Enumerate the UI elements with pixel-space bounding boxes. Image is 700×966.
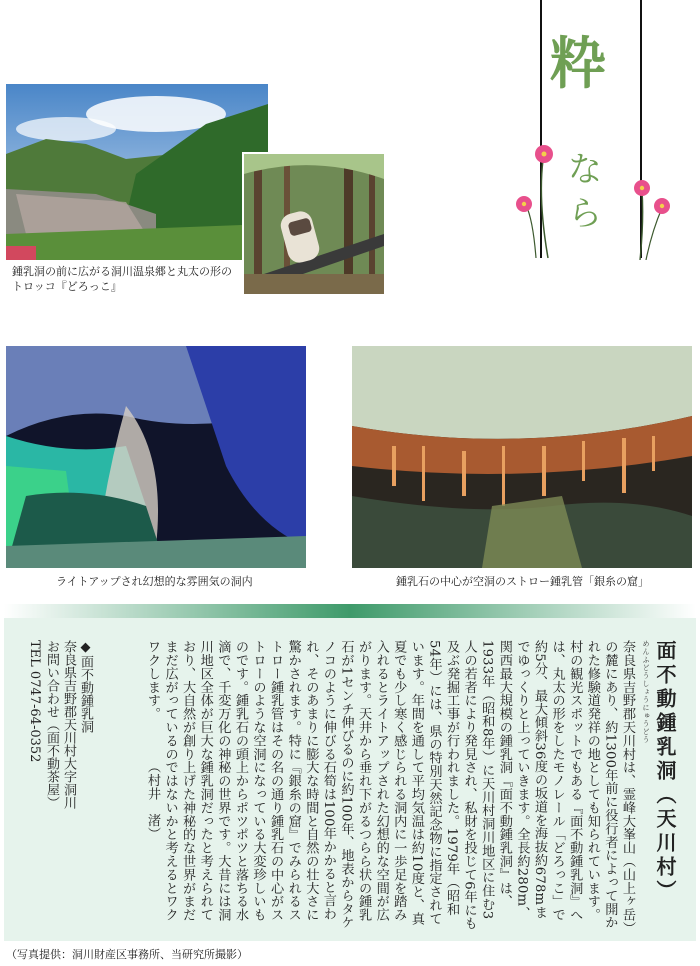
straw-stalactite-photo xyxy=(352,346,692,568)
nara-char-1: な xyxy=(568,150,602,190)
article-author: （村井 渚） xyxy=(144,760,160,841)
info-address: 奈良県吉野郡天川村大字洞川 xyxy=(61,640,76,809)
info-contact: お問い合わせ（面不動茶屋） xyxy=(44,640,59,809)
trolley-photo xyxy=(242,152,386,296)
article-title-ruby: めんふどうしょうにゅうどう xyxy=(642,640,650,744)
nara-heading xyxy=(568,148,608,236)
cosmos-flower-right-icon xyxy=(626,176,676,260)
nara-char-2: ら xyxy=(568,194,602,234)
photo-caption-village: 鍾乳洞の前に広がる洞川温泉郷と丸太の形の トロッコ『どろっこ』 xyxy=(12,265,232,293)
article-body xyxy=(96,640,636,930)
photo-caption-straw: 鍾乳石の中心が空洞のストロー鍾乳管「銀糸の窟」 xyxy=(396,575,649,588)
iki-heading: 粋 xyxy=(550,31,606,97)
info-heading: ◆面不動鍾乳洞 xyxy=(78,640,93,733)
cosmos-flower-left-icon xyxy=(508,140,568,260)
info-tel: TEL 0747-64-0352 xyxy=(27,640,42,763)
article-title: 面不動鍾乳洞（天川村） xyxy=(653,640,677,904)
village-landscape-photo xyxy=(6,84,268,260)
photo-credit: （写真提供：洞川財産区事務所、当研究所撮影） xyxy=(6,948,248,961)
photo-caption-lit-cave: ライトアップされ幻想的な雰囲気の洞内 xyxy=(56,575,253,588)
article-body-text: 奈良県吉野郡天川村は、霊峰大峯山（山上ヶ岳）の麓にあり、約1300年前に役行者によって開かれた修験道発祥の地としても知られています。村の観光スポットでもある『面不動鍾乳洞』へは、丸太の形をしたモノレール「どろっこ」で約5分、最大傾斜36度の坂道を海抜約678mまでゆっくりと上っていきます。全長約280m、関西最大規模の鍾乳洞『面不動鍾乳洞』は、1933年（昭和8年）に天川村洞川地区に住む3人の若者により発見され、私財を投じて6年にも及ぶ発掘工事が行われました。1979年（昭和54年）には、県の特別天然記念物に指定されています。年間を通して平均気温は約10度と、真夏でも少し寒く感じられる洞内に一歩足を踏み入れるとライトアップされた幻想的な空間が広がります。天井から垂れ下がるつらら状の鍾乳石が1センチ伸びるのに約100年、地表からタケノコのように伸びる石筍は100年かかると言われ、そのあまりに膨大な時間と自然の壮大さに驚かされます。特に『銀糸の窟』でみられるストロー鍾乳管はその名の通り鍾乳石の中心がストローのような空洞になっている大変珍しいものです。鍾乳石の頭上からポツポツと落ちる水滴で、千変万化の神秘の世界です。大昔には洞川地区全体が巨大な鍾乳洞だったと考えられており、大自然が創り上げた神秘的な世界がまだまだ広がっているのではないかと考えるとワクワクします。 xyxy=(144,640,635,930)
info-block xyxy=(16,640,94,930)
lit-cave-photo xyxy=(6,346,306,568)
article-panel-band xyxy=(4,604,696,618)
